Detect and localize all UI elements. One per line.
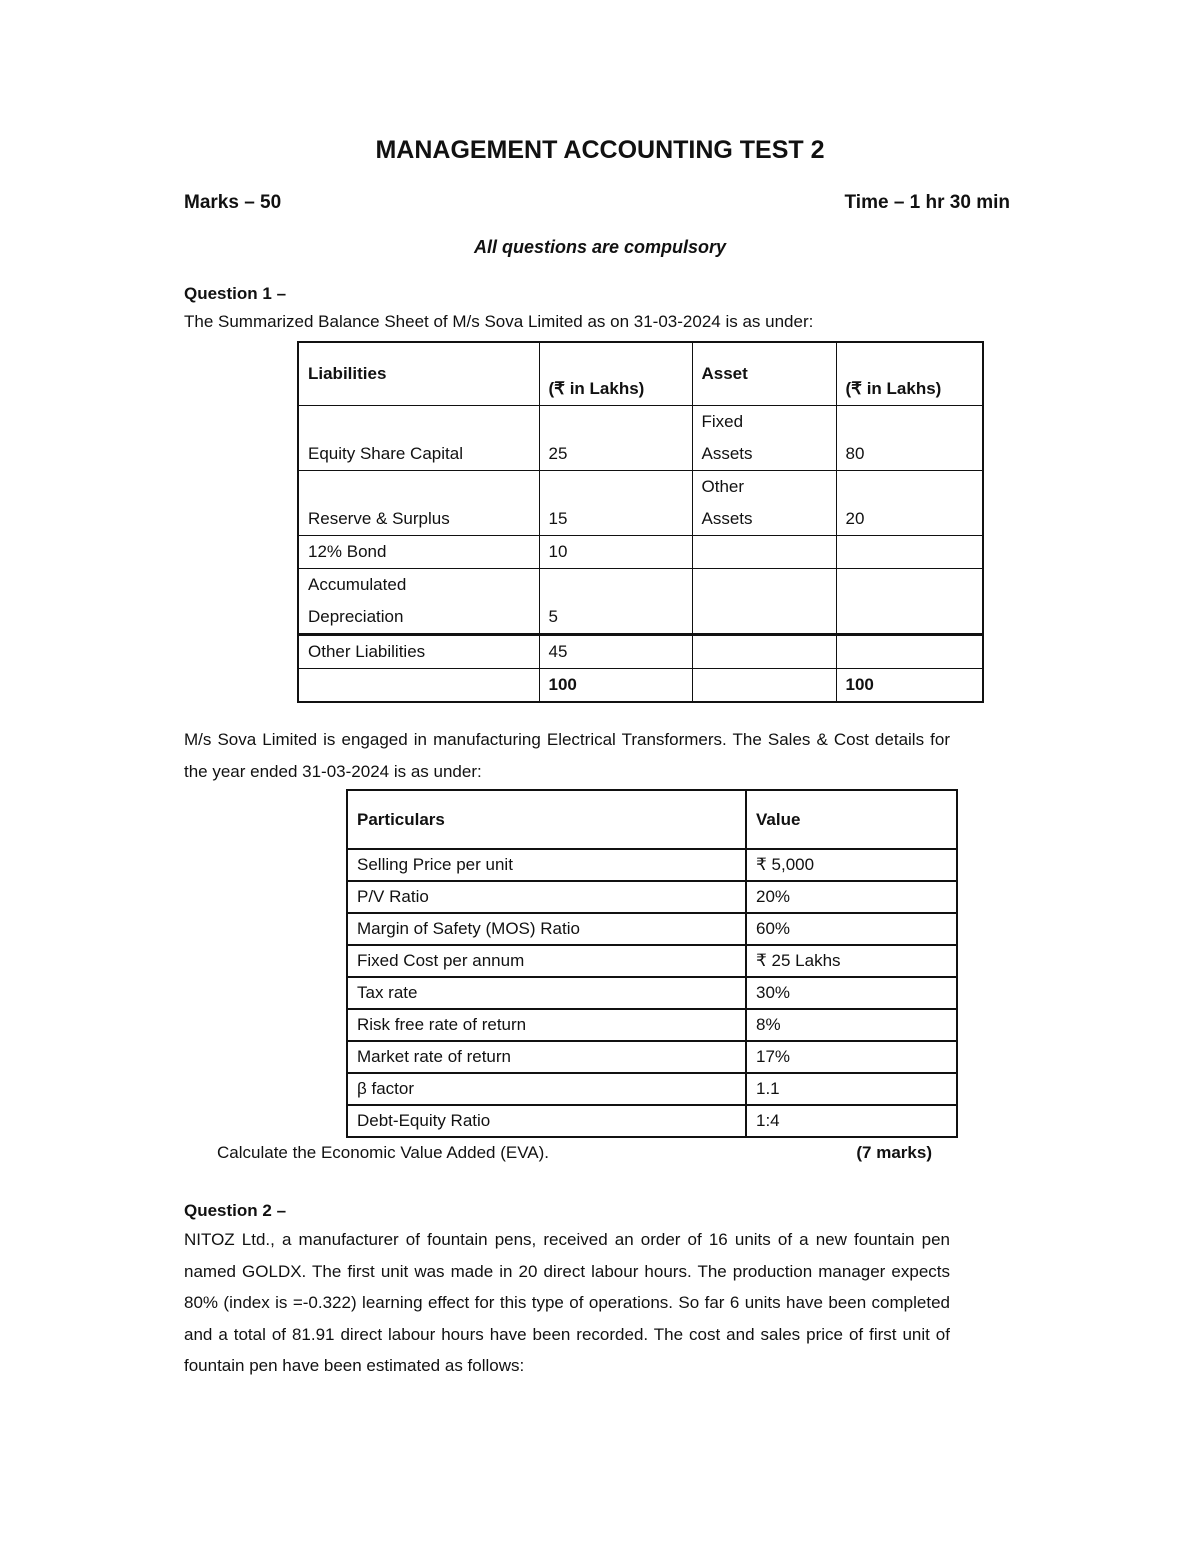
question-1-task: Calculate the Economic Value Added (EVA). — [217, 1143, 549, 1162]
cell: 25 — [539, 406, 692, 471]
time-label: Time – 1 hr 30 min — [844, 192, 1010, 213]
cell: 60% — [746, 913, 957, 945]
header-cell: (₹ in Lakhs) — [539, 342, 692, 406]
cell: Equity Share Capital — [298, 406, 539, 471]
cell: 1:4 — [746, 1105, 957, 1137]
cell: Risk free rate of return — [347, 1009, 746, 1041]
cell: ₹ 25 Lakhs — [746, 945, 957, 977]
cell: Tax rate — [347, 977, 746, 1009]
cell: Fixed Assets — [692, 406, 836, 471]
table-row — [298, 406, 983, 471]
cell: Other Assets — [692, 471, 836, 536]
cell: 1.1 — [746, 1073, 957, 1105]
cell — [836, 635, 983, 669]
table-row — [298, 635, 983, 669]
cell: Margin of Safety (MOS) Ratio — [347, 913, 746, 945]
cell — [298, 669, 539, 703]
cell — [692, 669, 836, 703]
marks-label: Marks – 50 — [184, 192, 282, 213]
cell: 10 — [539, 536, 692, 569]
table-row — [298, 536, 983, 569]
question-1-marks: (7 marks) — [856, 1143, 932, 1162]
cell: 20% — [746, 881, 957, 913]
cell: 12% Bond — [298, 536, 539, 569]
cell: 30% — [746, 977, 957, 1009]
table-row — [347, 945, 957, 977]
question-2-heading: Question 2 – — [184, 1201, 287, 1220]
header-cell: Asset — [692, 342, 836, 406]
cell: Reserve & Surplus — [298, 471, 539, 536]
total-liabilities: 100 — [539, 669, 692, 703]
question-1-heading: Question 1 – — [184, 284, 287, 303]
cell — [836, 569, 983, 635]
cell: 45 — [539, 635, 692, 669]
table-row — [347, 1105, 957, 1137]
table-row — [347, 849, 957, 881]
table-header-row — [298, 342, 983, 406]
cell: 80 — [836, 406, 983, 471]
cell — [692, 536, 836, 569]
cell: P/V Ratio — [347, 881, 746, 913]
cell — [692, 569, 836, 635]
cell: 15 — [539, 471, 692, 536]
table-row — [298, 471, 983, 536]
table-row — [347, 1009, 957, 1041]
cell: 5 — [539, 569, 692, 635]
table-row — [347, 977, 957, 1009]
cell: Market rate of return — [347, 1041, 746, 1073]
cell — [836, 536, 983, 569]
sales-cost-table — [346, 789, 958, 1138]
cell: Selling Price per unit — [347, 849, 746, 881]
cell: Accumulated Depreciation — [298, 569, 539, 635]
cell: β factor — [347, 1073, 746, 1105]
question-1-intro: The Summarized Balance Sheet of M/s Sova Limited as on 31-03-2024 is as under: — [184, 312, 814, 331]
header-cell: Liabilities — [298, 342, 539, 406]
table-header-row — [347, 790, 957, 849]
table-row — [298, 569, 983, 635]
total-row — [298, 669, 983, 703]
balance-sheet-table — [297, 341, 984, 703]
question-2-paragraph: NITOZ Ltd., a manufacturer of fountain pens, received an order of 16 units of a new fountain pen named GOLDX. The first unit was made in 20 direct labour hours. The production manager expects 80% (index is =-0.322) learning effect for this type of operations. So far 6 units have been completed and a total of 81.91 direct labour hours have been recorded. The cost and sales price of first unit of fountain pen have been estimated as follows: — [184, 1230, 950, 1375]
cell — [692, 635, 836, 669]
cell: 20 — [836, 471, 983, 536]
question-1-paragraph: M/s Sova Limited is engaged in manufacturing Electrical Transformers. The Sales & Cost details for the year ended 31-03-2024 is as under: — [184, 730, 950, 781]
table-row — [347, 1041, 957, 1073]
cell: Other Liabilities — [298, 635, 539, 669]
header-cell: Particulars — [347, 790, 746, 849]
cell: 17% — [746, 1041, 957, 1073]
instruction: All questions are compulsory — [473, 237, 727, 257]
cell: Debt-Equity Ratio — [347, 1105, 746, 1137]
header-cell: (₹ in Lakhs) — [836, 342, 983, 406]
table-row — [347, 1073, 957, 1105]
table-row — [347, 913, 957, 945]
total-assets: 100 — [836, 669, 983, 703]
page-title: MANAGEMENT ACCOUNTING TEST 2 — [375, 136, 825, 164]
cell: Fixed Cost per annum — [347, 945, 746, 977]
cell: 8% — [746, 1009, 957, 1041]
table-row — [347, 881, 957, 913]
cell: ₹ 5,000 — [746, 849, 957, 881]
header-cell: Value — [746, 790, 957, 849]
